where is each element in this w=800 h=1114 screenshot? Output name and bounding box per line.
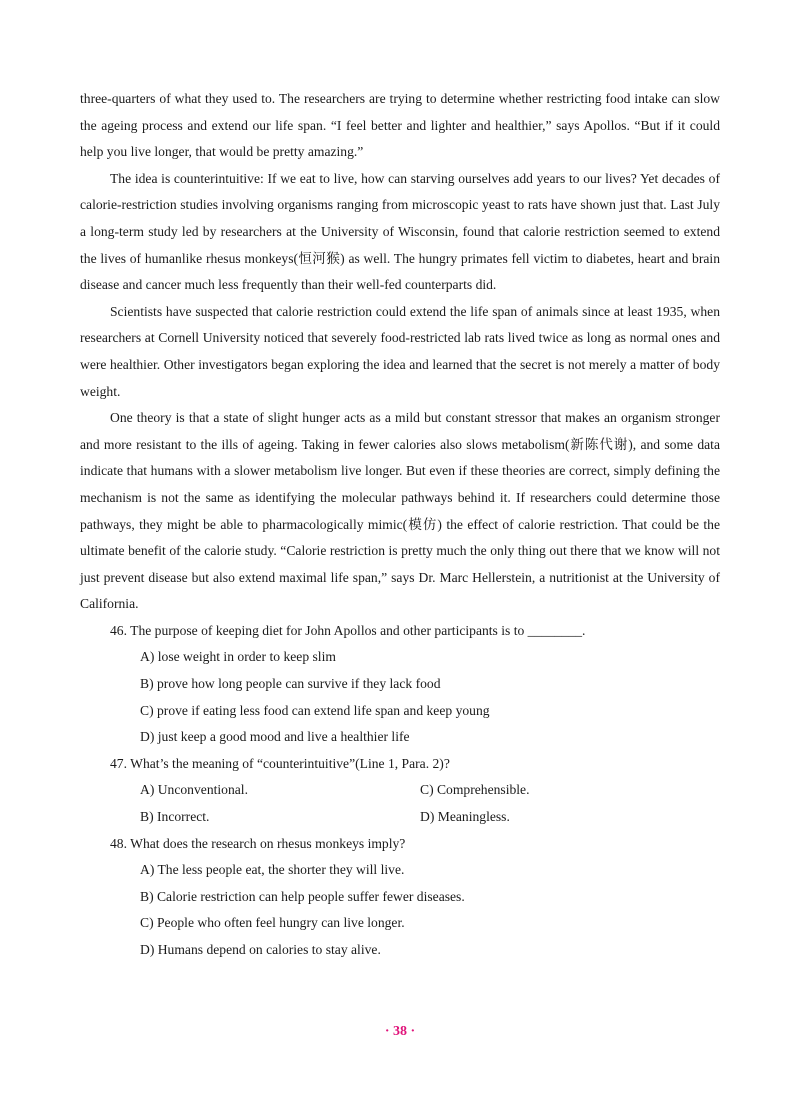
paragraph-2: The idea is counterintuitive: If we eat to live, how can starving ourselves add years to our lives? Yet decades of calorie-restriction studies involving organisms ranging from microscopic yeast to rats have shown just that. Last July a long-term study led by researchers at the University of Wisconsin, found that calorie restriction seemed to extend the lives of humanlike rhesus monkeys(恒河猴) as well. The hungry primates fell victim to diabetes, heart and brain disease and cancer much less frequently than their well-fed counterparts did. [80,170,720,293]
question-47-option-d: D) Meaningless. [420,809,510,825]
question-48-option-b: B) Calorie restriction can help people suffer fewer diseases. [140,888,465,904]
question-46 [80,618,720,751]
question-48-option-a: A) The less people eat, the shorter they will live. [140,862,405,878]
question-47-option-b: B) Incorrect. [140,809,210,825]
page-number: · 38 · [384,1024,416,1039]
question-47-option-a: A) Unconventional. [140,782,248,798]
question-48 [80,831,720,964]
paragraph-1: three-quarters of what they used to. The researchers are trying to determine whether restricting food intake can slow the ageing process and extend our life span. “I feel better and lighter and healthier,” says Apollos. “But if it could help you live longer, that would be pretty amazing.” [80,91,720,160]
question-47-option-c: C) Comprehensible. [420,782,530,798]
question-47-stem: 47. What’s the meaning of “counterintuitive”(Line 1, Para. 2)? [110,755,450,771]
question-47 [80,751,720,831]
question-46-option-b: B) prove how long people can survive if they lack food [140,676,441,692]
question-48-option-c: C) People who often feel hungry can live longer. [140,915,405,931]
question-48-option-d: D) Humans depend on calories to stay alive. [140,942,381,957]
question-46-option-d: D) just keep a good mood and live a healthier life [140,729,410,745]
question-47-options [80,777,720,830]
question-46-option-c: C) prove if eating less food can extend life span and keep young [140,702,490,718]
question-46-stem: 46. The purpose of keeping diet for John Apollos and other participants is to ________. [110,622,586,638]
paragraph-4: One theory is that a state of slight hunger acts as a mild but constant stressor that makes an organism stronger and more resistant to the ills of ageing. Taking in fewer calories also slows metabolism(新陈代谢), and some data indicate that humans with a slower metabolism live longer. But even if these theories are correct, simply defining the mechanism is not the same as identifying the molecular pathways behind it. If researchers could determine those pathways, they might be able to pharmacologically mimic(模仿) the effect of calorie restriction. That could be the ultimate benefit of the calorie study. “Calorie restriction is pretty much the only thing out there that we know will not just prevent disease but also extend maximal life span,” says Dr. Marc Hellerstein, a nutritionist at the University of California. [80,410,720,612]
question-48-stem: 48. What does the research on rhesus monkeys imply? [110,835,406,851]
paragraph-3: Scientists have suspected that calorie restriction could extend the life span of animals since at least 1935, when researchers at Cornell University noticed that severely food-restricted lab rats lived twice as long as normal ones and were healthier. Other investigators began exploring the idea and learned that the secret is not merely a matter of body weight. [80,303,720,399]
page-content [80,86,720,964]
question-46-option-a: A) lose weight in order to keep slim [140,649,336,665]
